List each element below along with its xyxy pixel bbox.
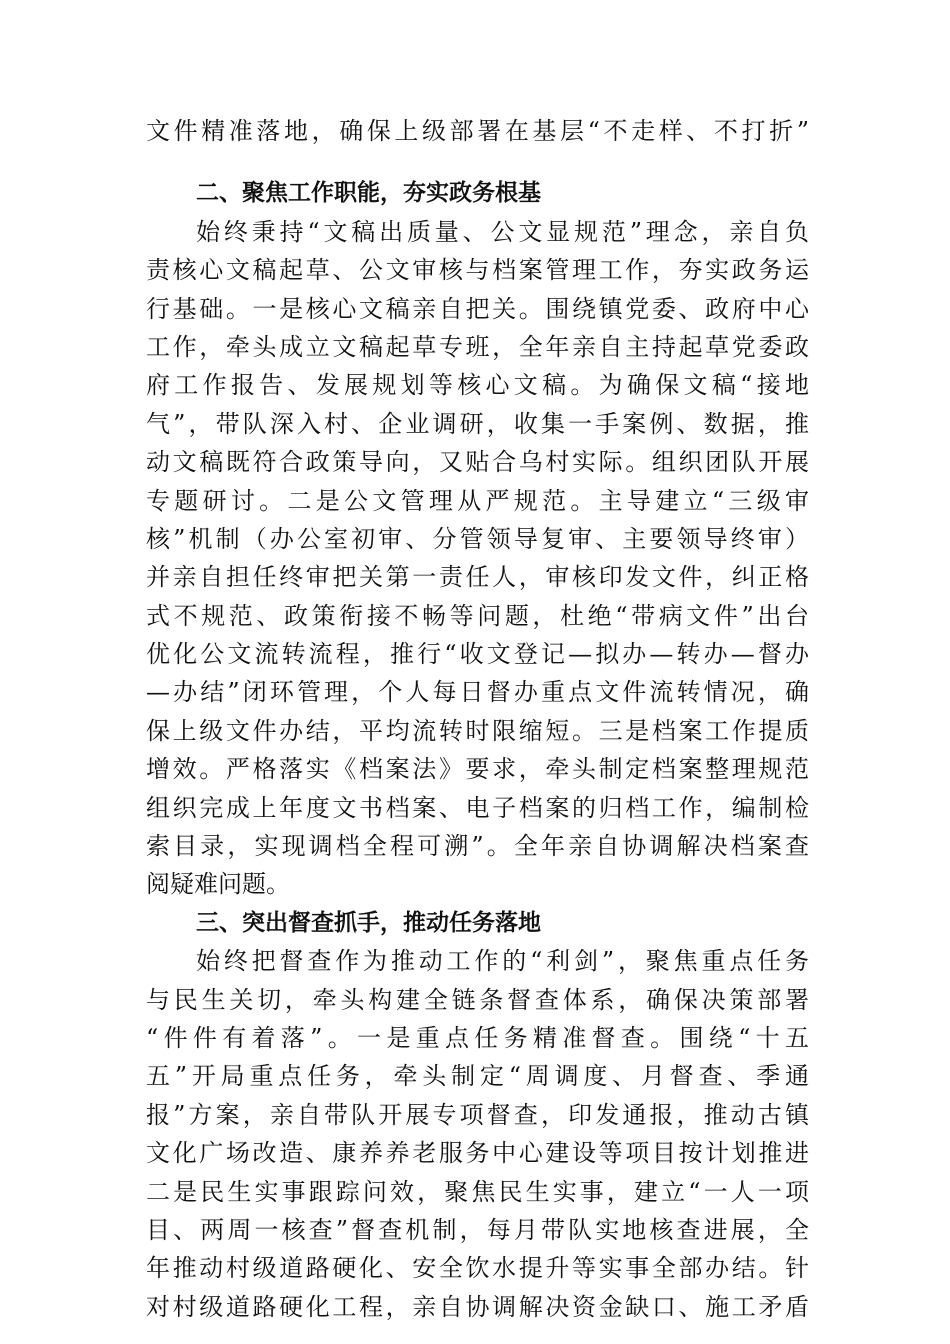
paragraph-line: 对村级道路硬化工程，亲自协调解决资金缺口、施工矛盾 (146, 1292, 809, 1321)
paragraph-line: 气”，带队深入村、企业调研，收集一手案例、数据，推 (146, 409, 809, 438)
paragraph-line: 行基础。一是核心文稿亲自把关。围绕镇党委、政府中心 (146, 294, 809, 323)
paragraph-line: 文件精准落地，确保上级部署在基层“不走样、不打折” (146, 117, 809, 145)
paragraph-line: 组织完成上年度文书档案、电子档案的归档工作，编制检 (146, 793, 809, 822)
paragraph-line: 文化广场改造、康养养老服务中心建设等项目按计划推进 (146, 1139, 809, 1168)
paragraph-line: 保上级文件办结，平均流转时限缩短。三是档案工作提质 (146, 716, 809, 745)
paragraph-line: 式不规范、政策衔接不畅等问题，杜绝“带病文件”出台 (146, 601, 809, 630)
paragraph-line: 责核心文稿起草、公文审核与档案管理工作，夯实政务运 (146, 256, 809, 285)
paragraph-first-line: 始终把督查作为推动工作的“利剑”，聚焦重点任务 (196, 947, 809, 976)
paragraph-line: 五”开局重点任务，牵头制定“周调度、月督查、季通 (146, 1062, 809, 1091)
paragraph-line: 年推动村级道路硬化、安全饮水提升等实事全部办结。针 (146, 1254, 809, 1283)
section-heading: 三、突出督查抓手，推动任务落地 (196, 909, 541, 936)
paragraph-gap (146, 150, 809, 174)
paragraph-line: “件件有着落”。一是重点任务精准督查。围绕“十五 (146, 1023, 809, 1052)
paragraph-line: 增效。严格落实《档案法》要求，牵头制定档案整理规范 (146, 755, 809, 784)
paragraph-last-line: 阅疑难问题。 (146, 870, 290, 899)
paragraph-line: 并亲自担任终审把关第一责任人，审核印发文件，纠正格 (146, 563, 809, 592)
paragraph-line: 与民生关切，牵头构建全链条督查体系，确保决策部署 (146, 985, 809, 1014)
paragraph-line: 索目录，实现调档全程可溯”。全年亲自协调解决档案查 (146, 832, 809, 861)
paragraph-first-line: 始终秉持“文稿出质量、公文显规范”理念，亲自负 (196, 217, 809, 246)
paragraph-line: 动文稿既符合政策导向，又贴合乌村实际。组织团队开展 (146, 448, 809, 477)
paragraph-line: 专题研讨。二是公文管理从严规范。主导建立“三级审 (146, 486, 809, 515)
paragraph-line: 优化公文流转流程，推行“收文登记—拟办—转办—督办 (146, 640, 809, 669)
paragraph-line: 工作，牵头成立文稿起草专班，全年亲自主持起草党委政 (146, 332, 809, 361)
document-page (146, 112, 809, 1326)
paragraph-line: 府工作报告、发展规划等核心文稿。为确保文稿“接地 (146, 371, 809, 400)
section-heading: 二、聚焦工作职能，夯实政务根基 (196, 180, 541, 207)
paragraph-line: —办结”闭环管理，个人每日督办重点文件流转情况，确 (146, 678, 809, 707)
paragraph-line: 目、两周一核查”督查机制，每月带队实地核查进展，全 (146, 1215, 809, 1244)
paragraph-line: 核”机制（办公室初审、分管领导复审、主要领导终审） (146, 524, 809, 553)
paragraph-line: 二是民生实事跟踪问效，聚焦民生实事，建立“一人一项 (146, 1177, 809, 1206)
paragraph-line: 报”方案，亲自带队开展专项督查，印发通报，推动古镇 (146, 1100, 809, 1129)
